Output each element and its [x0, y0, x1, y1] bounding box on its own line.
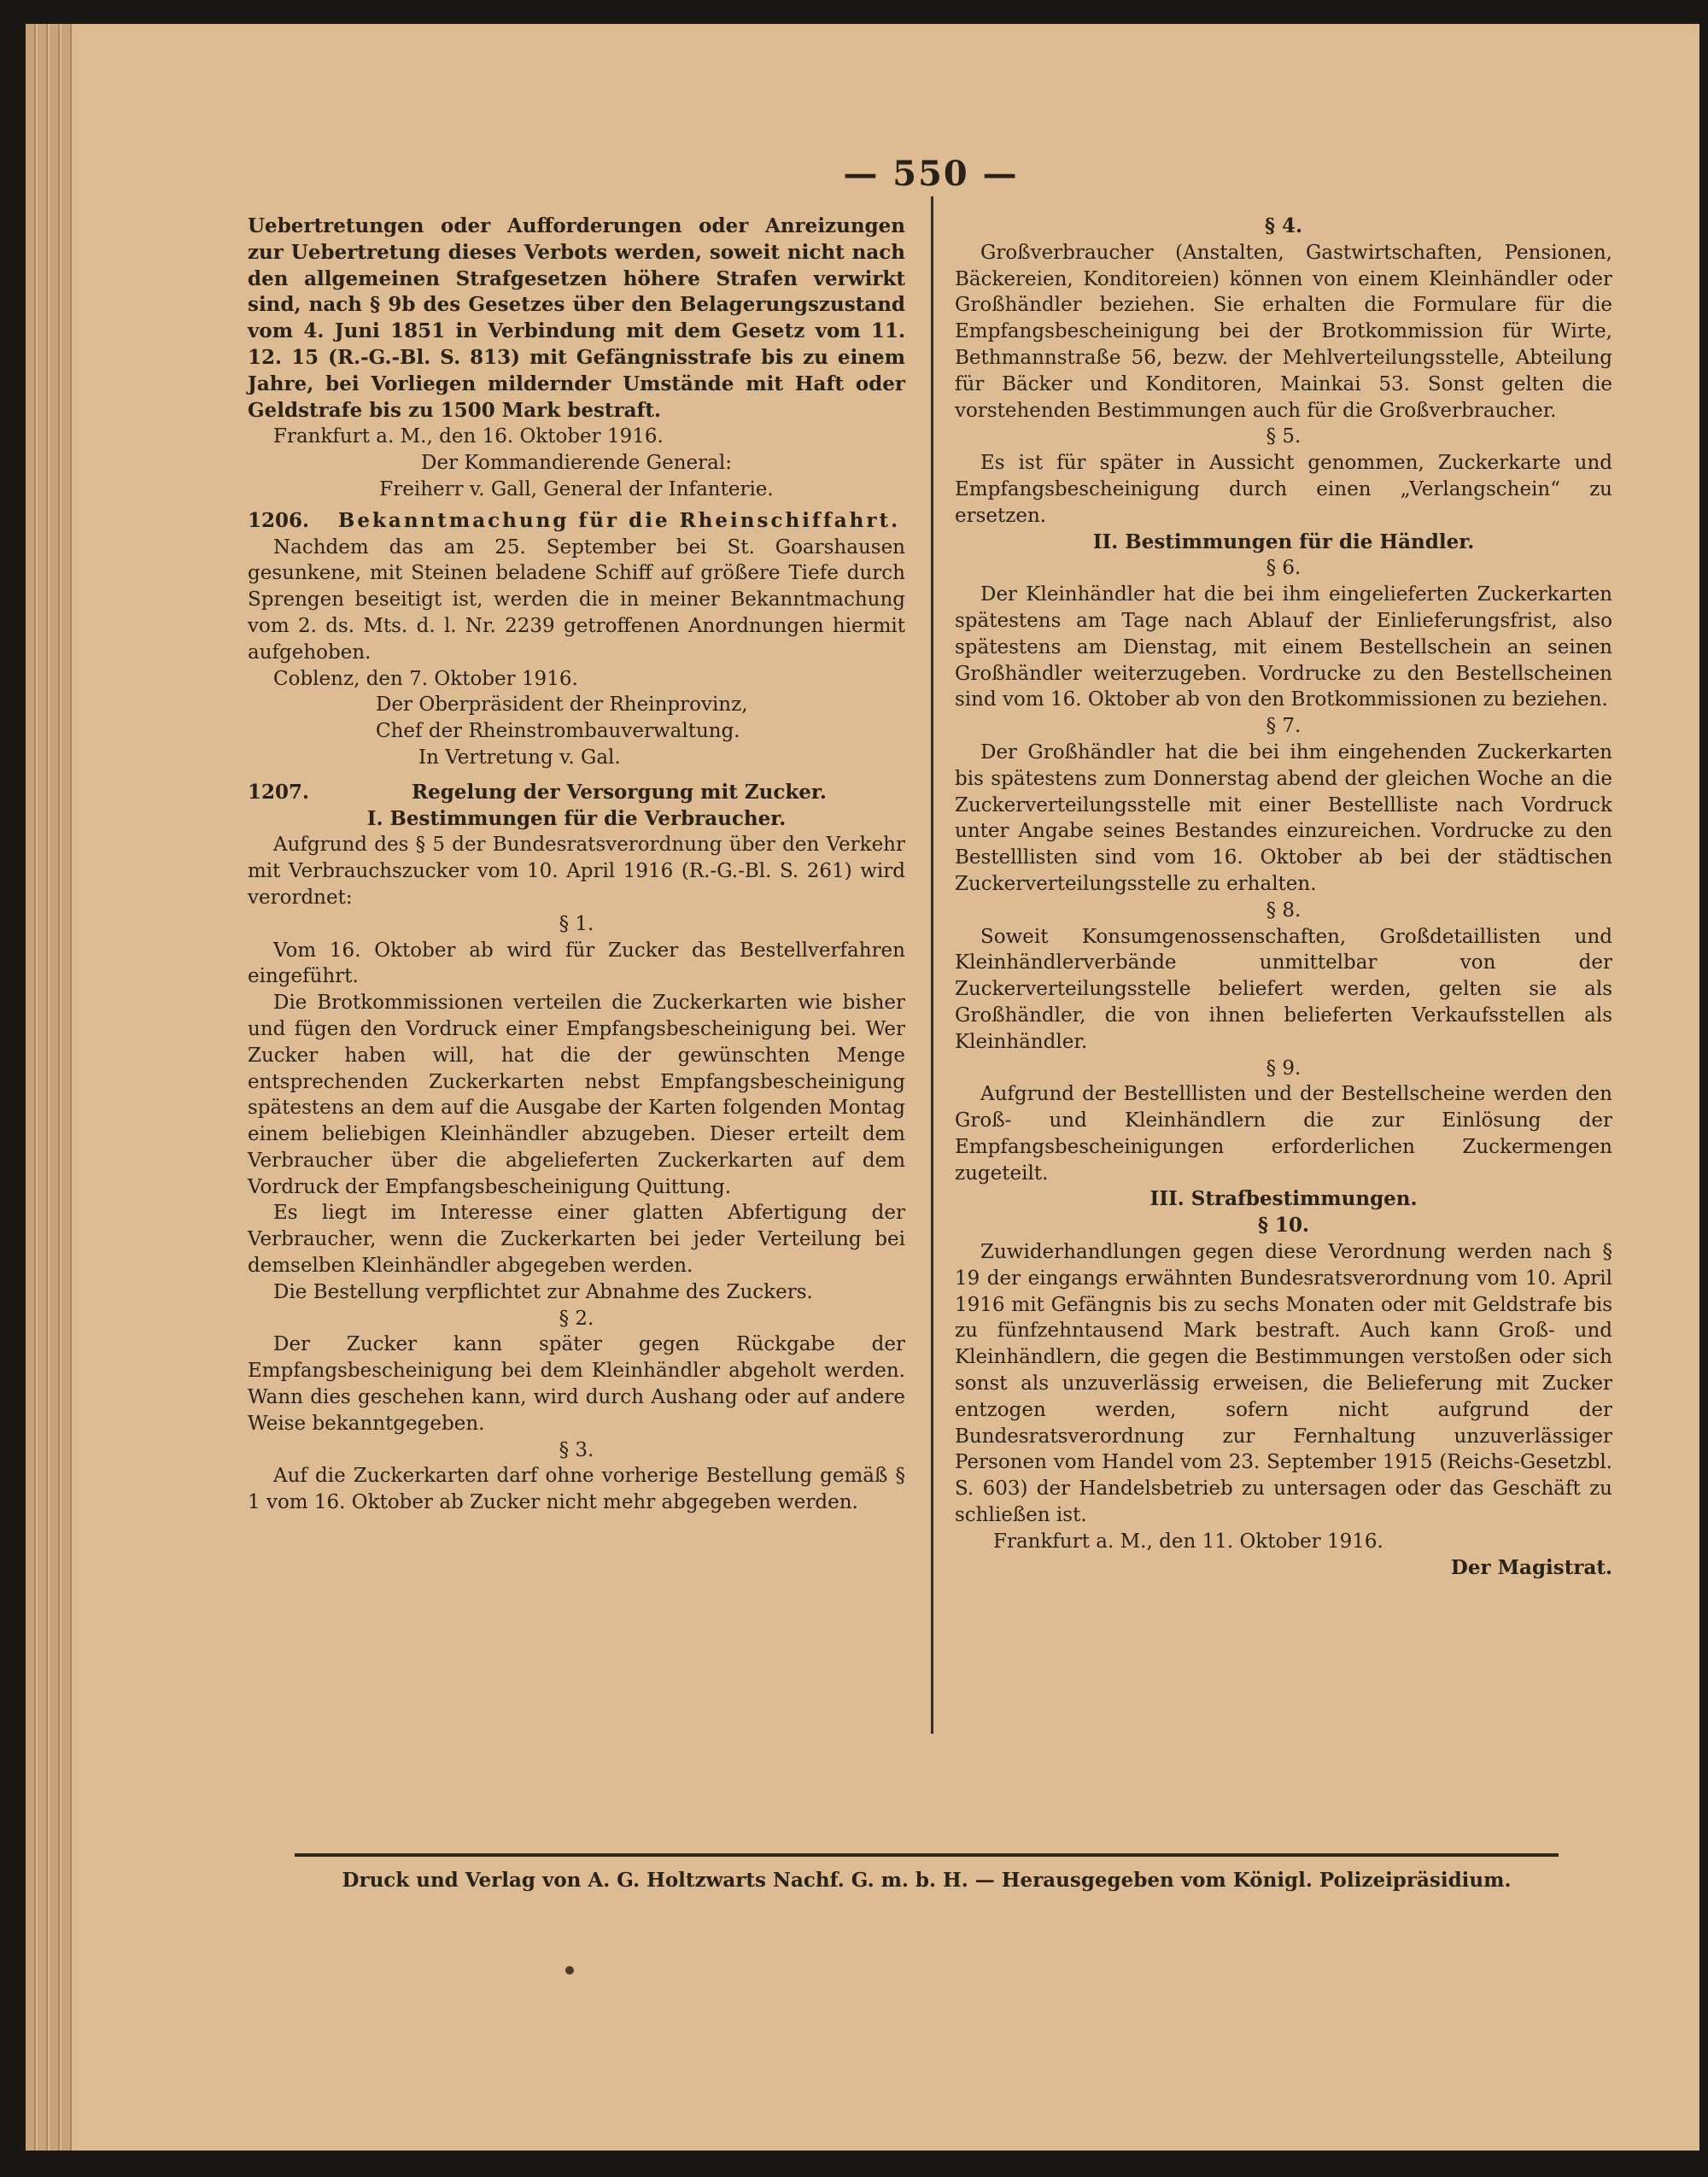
paragraph-text: Auf die Zuckerkarten darf ohne vorherige Bestellung gemäß § 1 vom 16. Oktober ab Zucker nicht mehr abgegeben werden.	[248, 1465, 905, 1514]
paragraph-label: § 6.	[1266, 557, 1301, 580]
signature-title: Der Kommandierende General:	[421, 452, 732, 475]
paragraph-text: Die Brotkommissionen verteilen die Zuckerkarten wie bisher und fügen den Vordruck einer Empfangsbescheinigung bei. Wer Zucker haben will, hat die der gewünschten Menge entsprechenden Zuckerkarten nebst Empfangsbescheinigung spätestens an dem auf die Ausgabe der Karten folgenden Montag einem beliebigen Kleinhändler abzugeben. Dieser erteilt dem Verbraucher über die abgelieferten Zuckerkarten auf dem Vordruck der Empfangsbescheinigung Quittung.	[248, 992, 905, 1198]
paragraph-label: § 3.	[559, 1438, 594, 1461]
paragraph-text: Großverbraucher (Anstalten, Gastwirtschaften, Pensionen, Bäckereien, Konditoreien) können von einem Kleinhändler oder Großhändler beziehen. Sie erhalten die Formulare für die Empfangsbescheinigung bei der Brotkommission für Wirte, Bethmannstraße 56, bezw. der Mehlverteilungsstelle, Abteilung für Bäcker und Konditoren, Mainkai 53. Sonst gelten die vorstehenden Bestimmungen auch für die Großverbraucher.	[955, 241, 1612, 422]
paragraph-text: Es liegt im Interesse einer glatten Abfertigung der Verbraucher, wenn die Zuckerkarten bei jeder Verteilung bei demselben Kleinhändler abgegeben werden.	[248, 1202, 905, 1278]
imprint-footer: Druck und Verlag von A. G. Holtzwarts Nachf. G. m. b. H. — Herausgegeben vom Königl. Polizeipräsidium.	[342, 1869, 1512, 1892]
notice-text: Nachdem das am 25. September bei St. Goarshausen gesunkene, mit Steinen beladene Schiff auf größere Tiefe durch Sprengen beseitigt ist, werden die in meiner Bekanntmachung vom 2. ds. Mts. d. l. Nr. 2239 getroffenen Anordnungen hiermit aufgehoben.	[248, 535, 905, 664]
paragraph-text: Der Großhändler hat die bei ihm eingehenden Zuckerkarten bis spätestens zum Donnerstag abend der gleichen Woche an die Zuckerverteilungsstelle mit einer Bestellliste nach Vordruck unter Angabe seines Bestandes einzureichen. Vordrucke zu den Bestelllisten sind vom 16. Oktober ab bei der städtischen Zuckerverteilungsstelle zu erhalten.	[955, 740, 1612, 895]
right-column	[955, 214, 1612, 1581]
paragraph-text: Vom 16. Oktober ab wird für Zucker das Bestellverfahren eingeführt.	[248, 939, 905, 988]
paragraph-label: § 2.	[559, 1307, 594, 1330]
paragraph-label: § 9.	[1266, 1056, 1301, 1080]
column-divider	[931, 196, 933, 1734]
date-line: Coblenz, den 7. Oktober 1916.	[273, 667, 578, 690]
paragraph-text: Die Bestellung verpflichtet zur Abnahme des Zuckers.	[273, 1280, 813, 1303]
paragraph-label: § 8.	[1266, 898, 1301, 922]
footer-rule	[295, 1853, 1559, 1857]
page-edge	[38, 24, 48, 2151]
paragraph-label: § 10.	[1257, 1214, 1310, 1238]
signature: Der Magistrat.	[1450, 1555, 1612, 1579]
notice-title: Regelung der Versorgung mit Zucker.	[412, 780, 827, 804]
section-heading: III. Strafbestimmungen.	[1149, 1187, 1418, 1211]
paragraph-label: § 5.	[1266, 425, 1301, 448]
page-edge	[50, 24, 60, 2151]
paragraph-label: § 1.	[559, 912, 594, 935]
notice-title: Bekanntmachung für die Rheinschiffahrt.	[337, 508, 901, 532]
date-line: Frankfurt a. M., den 16. Oktober 1916.	[273, 425, 664, 448]
page-number: — 550 —	[843, 154, 1019, 194]
intro-text: Aufgrund des § 5 der Bundesratsverordnung über den Verkehr mit Verbrauchszucker vom 10. April 1916 (R.-G.-Bl. S. 261) wird verordnet:	[248, 834, 905, 909]
section-heading: I. Bestimmungen für die Verbraucher.	[366, 806, 787, 830]
paragraph-label: § 7.	[1266, 715, 1301, 738]
notice-heading	[248, 508, 905, 535]
paragraph-text: Soweit Konsumgenossenschaften, Großdetaillisten und Kleinhändlerverbände unmittelbar von der Zuckerverteilungsstelle beliefert werden, gelten sie als Großhändler, die von ihnen belieferten Verkaufsstellen als Kleinhändler.	[955, 925, 1612, 1053]
signature-line: Der Oberpräsident der Rheinprovinz,	[376, 693, 748, 717]
signature-line: Chef der Rheinstrombauverwaltung.	[376, 720, 740, 743]
continued-paragraph: Uebertretungen oder Aufforderungen oder Anreizungen zur Uebertretung dieses Verbots werden, soweit nicht nach den allgemeinen Strafgesetzen höhere Strafen verwirkt sind, nach § 9b des Gesetzes über den Belagerungszustand vom 4. Juni 1851 in Verbindung mit dem Gesetz vom 11. 12. 15 (R.-G.-Bl. S. 813) mit Gefängnisstrafe bis zu einem Jahre, bei Vorliegen mildernder Umstände mit Haft oder Geldstrafe bis zu 1500 Mark bestraft.	[248, 214, 905, 422]
section-heading: II. Bestimmungen für die Händler.	[1092, 530, 1475, 553]
date-line: Frankfurt a. M., den 11. Oktober 1916.	[993, 1530, 1383, 1553]
page-edge	[26, 24, 36, 2151]
paragraph-text: Der Zucker kann später gegen Rückgabe der Empfangsbescheinigung bei dem Kleinhändler abgeholt werden. Wann dies geschehen kann, wird durch Aushang oder auf andere Weise bekanntgegeben.	[248, 1333, 905, 1435]
signature-name: Freiherr v. Gall, General der Infanterie.	[379, 477, 774, 500]
page-edge	[61, 24, 72, 2151]
paragraph-label: § 4.	[1264, 214, 1303, 237]
paragraph-text: Der Kleinhändler hat die bei ihm eingelieferten Zuckerkarten spätestens am Tage nach Ablauf der Einlieferungsfrist, also spätestens am Dienstag, mit einem Bestellschein an seinen Großhändler weiterzugeben. Vordrucke zu den Bestellscheinen sind vom 16. Oktober ab von den Brotkommissionen zu beziehen.	[955, 583, 1612, 711]
notice-heading	[248, 780, 905, 806]
left-column	[248, 214, 905, 1516]
ink-spot	[565, 1966, 574, 1975]
notice-number: 1206.	[248, 508, 310, 532]
paragraph-text: Es ist für später in Aussicht genommen, Zuckerkarte und Empfangsbescheinigung durch einen „Verlangschein“ zu ersetzen.	[955, 452, 1612, 527]
notice-number: 1207.	[248, 780, 310, 804]
paragraph-text: Zuwiderhandlungen gegen diese Verordnung werden nach § 19 der eingangs erwähnten Bundesratsverordnung vom 10. April 1916 mit Gefängnis bis zu sechs Monaten oder mit Geldstrafe bis zu fünfzehntausend Mark bestraft. Auch kann Groß- und Kleinhändlern, die gegen die Bestimmungen verstoßen oder sich sonst als unzuverlässig erweisen, die Belieferung mit Zucker entzogen werden, sofern nicht aufgrund der Bundesratsverordnung zur Fernhaltung unzuverlässiger Personen vom Handel vom 23. September 1915 (Reichs-Gesetzbl. S. 603) der Handelsbetrieb zu untersagen oder das Geschäft zu schließen ist.	[955, 1241, 1612, 1527]
paragraph-text: Aufgrund der Bestelllisten und der Bestellscheine werden den Groß- und Kleinhändlern die zur Einlösung der Empfangsbescheinigungen erforderlichen Zuckermengen zugeteilt.	[955, 1083, 1612, 1185]
signature-line: In Vertretung v. Gal.	[418, 746, 621, 769]
